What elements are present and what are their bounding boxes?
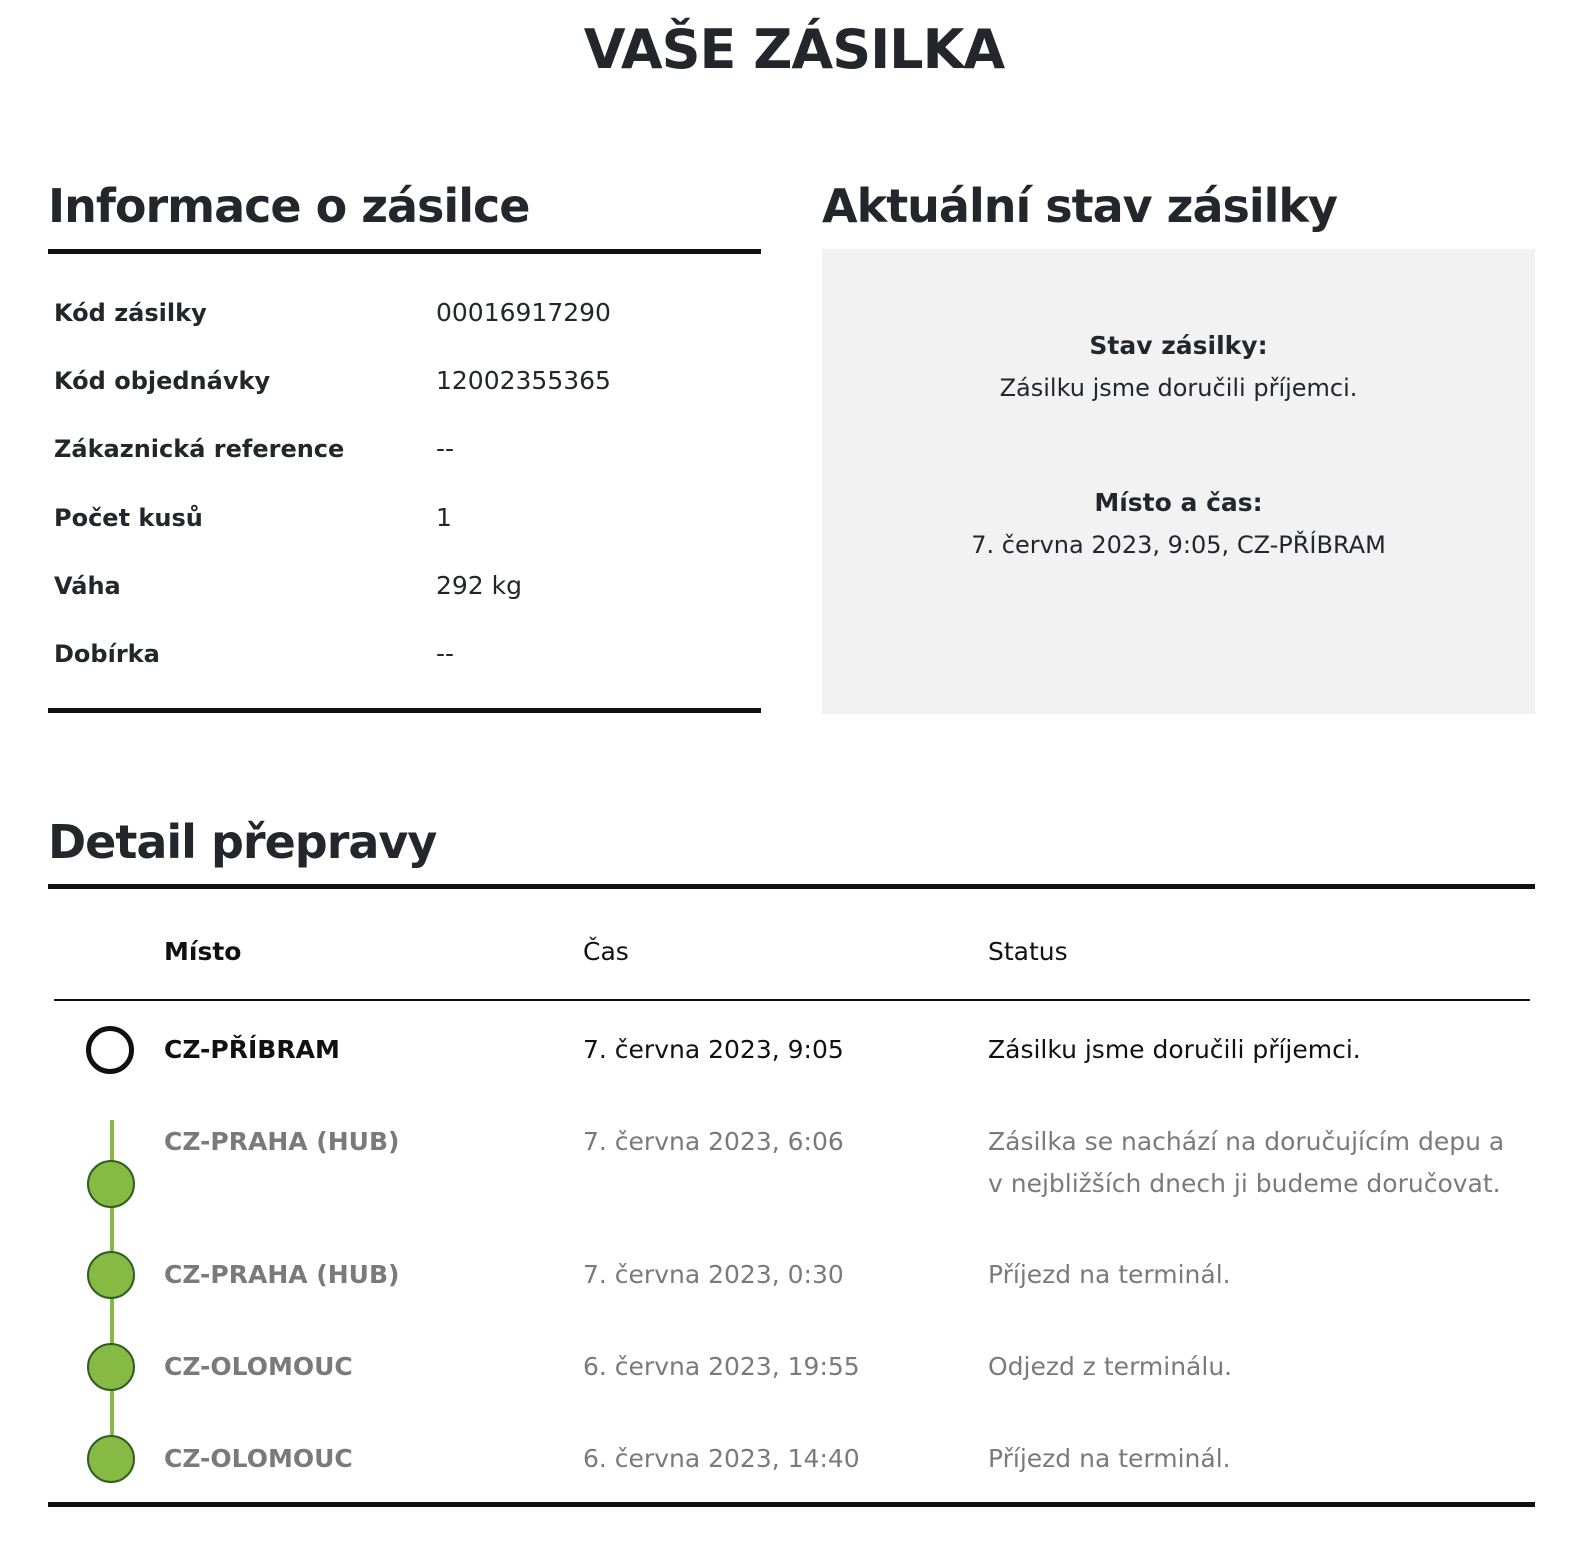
- current-status-heading: Aktuální stav zásilky: [822, 179, 1337, 233]
- row-time: 6. června 2023, 19:55: [583, 1352, 860, 1381]
- column-header-status: Status: [988, 937, 1068, 966]
- row-status: Příjezd na terminál.: [988, 1444, 1231, 1473]
- info-value: --: [436, 434, 455, 463]
- shipment-info-heading: Informace o zásilce: [48, 179, 530, 233]
- shipment-info-top-rule: [48, 249, 761, 254]
- transport-top-rule: [48, 884, 1535, 889]
- info-label: Kód zásilky: [54, 299, 207, 327]
- timeline-current-marker-icon: [86, 1026, 134, 1074]
- timeline-step-marker-icon: [87, 1435, 135, 1483]
- current-status-panel: [822, 249, 1535, 714]
- row-time: 7. června 2023, 0:30: [583, 1260, 844, 1289]
- column-header-place: Místo: [164, 937, 242, 966]
- row-place: CZ-PRAHA (HUB): [164, 1127, 400, 1156]
- row-time: 7. června 2023, 6:06: [583, 1127, 844, 1156]
- place-time-value: 7. června 2023, 9:05, CZ-PŘÍBRAM: [971, 531, 1386, 559]
- row-status: Zásilka se nachází na doručujícím depu a v nejbližších dnech ji budeme doručovat.: [988, 1127, 1505, 1198]
- row-status: Zásilku jsme doručili příjemci.: [988, 1035, 1361, 1064]
- row-place: CZ-OLOMOUC: [164, 1352, 353, 1381]
- page-title: VAŠE ZÁSILKA: [583, 18, 1005, 81]
- transport-bottom-rule: [48, 1502, 1535, 1507]
- row-place: CZ-OLOMOUC: [164, 1444, 353, 1473]
- info-value: 292 kg: [436, 571, 523, 600]
- info-value: 1: [436, 503, 452, 532]
- timeline-step-marker-icon: [87, 1160, 135, 1208]
- info-value: --: [436, 639, 455, 668]
- info-label: Zákaznická reference: [54, 435, 345, 463]
- row-place: CZ-PŘÍBRAM: [164, 1035, 340, 1064]
- row-time: 7. června 2023, 9:05: [583, 1035, 844, 1064]
- place-time-label: Místo a čas:: [1094, 488, 1263, 517]
- transport-header-divider: [54, 999, 1530, 1001]
- timeline-step-marker-icon: [87, 1251, 135, 1299]
- row-place: CZ-PRAHA (HUB): [164, 1260, 400, 1289]
- info-label: Dobírka: [54, 640, 160, 668]
- status-value: Zásilku jsme doručili příjemci.: [999, 374, 1358, 402]
- timeline-step-marker-icon: [87, 1343, 135, 1391]
- status-label: Stav zásilky:: [1089, 331, 1268, 360]
- row-status: Příjezd na terminál.: [988, 1260, 1231, 1289]
- row-time: 6. června 2023, 14:40: [583, 1444, 860, 1473]
- info-label: Počet kusů: [54, 504, 203, 532]
- info-value: 00016917290: [436, 298, 611, 327]
- info-value: 12002355365: [436, 366, 611, 395]
- row-status: Odjezd z terminálu.: [988, 1352, 1233, 1381]
- column-header-time: Čas: [583, 937, 629, 966]
- transport-detail-heading: Detail přepravy: [48, 815, 437, 869]
- shipment-info-bottom-rule: [48, 708, 761, 713]
- info-label: Kód objednávky: [54, 367, 271, 395]
- info-label: Váha: [54, 572, 121, 600]
